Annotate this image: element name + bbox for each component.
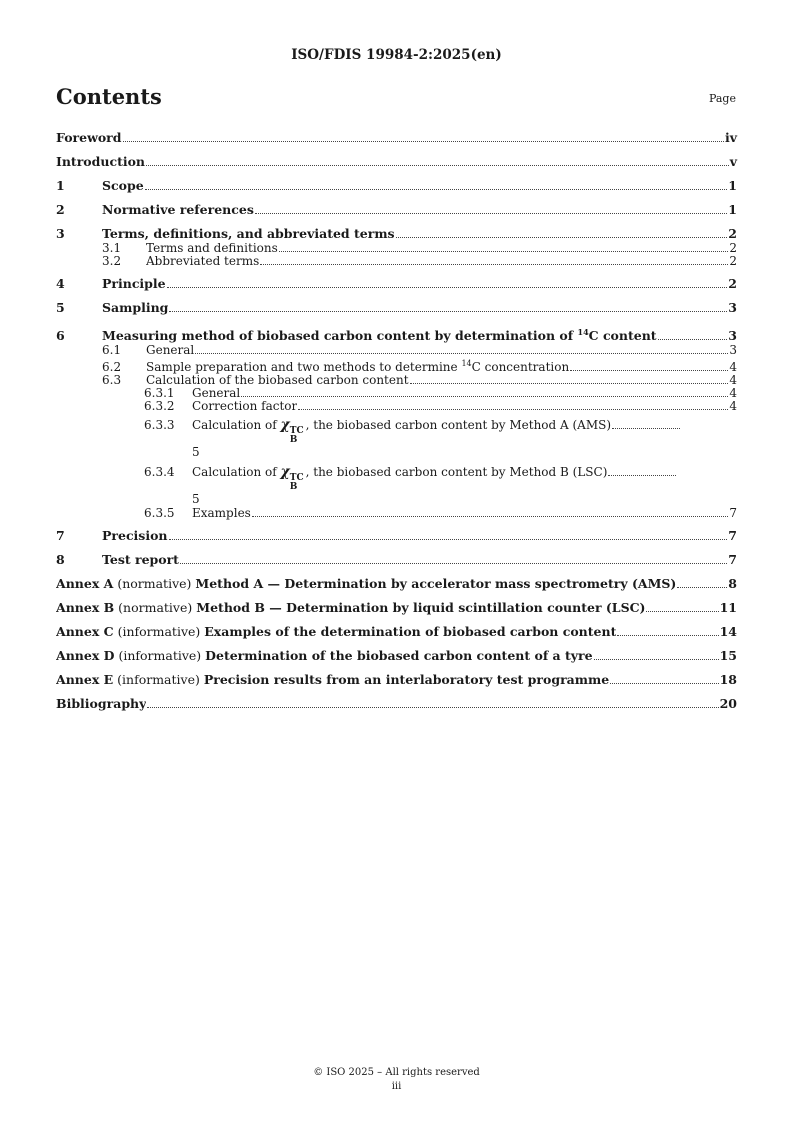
toc-page: 3 <box>728 328 737 343</box>
toc-page: 2 <box>728 276 737 291</box>
toc-entry-test-report[interactable] <box>56 552 737 568</box>
toc-entry-annex-b[interactable] <box>56 600 737 616</box>
toc-page: 7 <box>729 506 737 520</box>
toc-number: 6.3.3 <box>144 418 175 432</box>
toc-number: 5 <box>56 300 65 315</box>
toc-leader <box>147 706 718 708</box>
toc-entry-bibliography[interactable] <box>56 696 737 712</box>
toc-entry-scope[interactable] <box>56 178 737 194</box>
toc-entry-principle[interactable] <box>56 276 737 292</box>
toc-leader <box>396 236 728 238</box>
toc-title: Terms, definitions, and abbreviated terms <box>102 226 395 241</box>
toc-title: Annex E (informative) Precision results from an interlaboratory test programme <box>56 672 610 687</box>
toc-page: 3 <box>729 343 737 357</box>
toc-number: 6.3.5 <box>144 506 175 520</box>
toc-entry-calculation-method-a[interactable] <box>144 417 737 445</box>
table-of-contents <box>56 130 737 712</box>
toc-page: 2 <box>729 254 737 268</box>
toc-page: 11 <box>719 600 737 615</box>
toc-title: Measuring method of biobased carbon content by determination of $^{14}$C content <box>102 327 657 343</box>
toc-title: Abbreviated terms <box>146 255 260 268</box>
toc-entry-abbreviated-terms[interactable] <box>56 255 737 268</box>
toc-page: 4 <box>729 399 737 413</box>
toc-title: Examples <box>192 507 251 520</box>
toc-page: 8 <box>728 576 737 591</box>
toc-number: 3 <box>56 226 65 241</box>
toc-entry-terms-definitions[interactable] <box>56 242 737 255</box>
toc-page: 3 <box>728 300 737 315</box>
toc-entry-annex-d[interactable] <box>56 648 737 664</box>
toc-leader <box>279 250 729 252</box>
toc-title: Precision <box>102 528 168 543</box>
toc-entry-general[interactable] <box>56 344 737 357</box>
toc-entry-introduction[interactable] <box>56 154 737 170</box>
toc-title: Correction factor <box>192 400 298 413</box>
toc-entry-terms[interactable] <box>56 226 737 242</box>
toc-title: Normative references <box>102 202 254 217</box>
toc-title: Sample preparation and two methods to determine $^{14}$C concentration <box>146 359 570 374</box>
toc-number: 6.3.4 <box>144 465 175 479</box>
toc-leader <box>410 382 729 384</box>
toc-leader <box>146 164 729 166</box>
toc-number: 6.2 <box>102 360 122 374</box>
toc-title: General <box>146 344 195 357</box>
toc-leader <box>255 212 727 214</box>
toc-entry-measuring-method[interactable] <box>56 324 737 344</box>
chi-symbol: χ <box>280 417 290 433</box>
toc-leader <box>169 310 727 312</box>
toc-page: 5 <box>192 492 200 506</box>
toc-page: 4 <box>729 373 737 387</box>
toc-page: iv <box>724 130 737 145</box>
toc-entry-precision[interactable] <box>56 528 737 544</box>
toc-title: Annex B (normative) Method B — Determination by liquid scintillation counter (LSC) <box>56 600 646 615</box>
toc-leader <box>123 140 724 142</box>
toc-entry-correction-factor[interactable] <box>56 400 737 413</box>
toc-leader <box>608 474 676 476</box>
toc-leader <box>646 610 718 612</box>
page-number: iii <box>391 1081 402 1092</box>
copyright-notice: © ISO 2025 – All rights reserved <box>313 1067 480 1078</box>
toc-number: 3.1 <box>102 241 122 255</box>
toc-page: 15 <box>719 648 737 663</box>
toc-leader <box>594 658 719 660</box>
toc-number: 6.3 <box>102 373 122 387</box>
toc-leader <box>610 682 718 684</box>
toc-title: Annex D (informative) Determination of the biobased carbon content of a tyre <box>56 648 593 663</box>
toc-entry-sampling[interactable] <box>56 300 737 316</box>
toc-page: 14 <box>719 624 737 639</box>
toc-leader <box>252 515 729 517</box>
toc-leader <box>677 586 727 588</box>
toc-page: 2 <box>729 241 737 255</box>
toc-title: Introduction <box>56 154 146 169</box>
toc-page: 7 <box>728 528 737 543</box>
toc-entry-examples[interactable] <box>56 507 737 520</box>
toc-leader <box>298 408 728 410</box>
toc-entry-annex-e[interactable] <box>56 672 737 688</box>
toc-title: Sampling <box>102 300 169 315</box>
toc-title: Calculation of the biobased carbon content <box>146 374 409 387</box>
toc-title: Annex A (normative) Method A — Determination by accelerator mass spectrometry (AMS) <box>56 576 677 591</box>
toc-page: 7 <box>728 552 737 567</box>
toc-page: 1 <box>728 178 737 193</box>
toc-title: Scope <box>102 178 144 193</box>
contents-heading: Contents <box>56 84 162 109</box>
toc-title: Test report <box>102 552 179 567</box>
toc-leader <box>169 538 728 540</box>
toc-title: Annex C (informative) Examples of the determination of biobased carbon content <box>56 624 617 639</box>
document-id-header: ISO/FDIS 19984-2:2025(en) <box>291 47 502 63</box>
toc-page: 18 <box>719 672 737 687</box>
toc-number: 4 <box>56 276 65 291</box>
toc-leader <box>658 338 728 340</box>
toc-title: Terms and definitions <box>146 242 278 255</box>
toc-entry-sample-preparation[interactable] <box>56 357 737 374</box>
toc-number: 6 <box>56 328 65 343</box>
toc-leader <box>195 352 728 354</box>
toc-title: Bibliography <box>56 696 147 711</box>
toc-page: 5 <box>192 445 200 459</box>
toc-leader <box>260 263 728 265</box>
toc-page: 4 <box>729 360 737 374</box>
page-column-label: Page <box>708 92 736 105</box>
toc-page: 1 <box>728 202 737 217</box>
toc-number: 6.3.1 <box>144 386 175 400</box>
toc-number: 2 <box>56 202 65 217</box>
toc-title: Foreword <box>56 130 122 145</box>
toc-number: 8 <box>56 552 65 567</box>
toc-number: 7 <box>56 528 65 543</box>
toc-number: 3.2 <box>102 254 122 268</box>
toc-number: 1 <box>56 178 65 193</box>
toc-leader <box>180 562 727 564</box>
toc-title: Calculation of χ TC B , the biobased carbon content by Method A (AMS) <box>192 417 612 445</box>
toc-entry-calculation-method-b[interactable] <box>144 464 737 492</box>
toc-page: v <box>729 154 737 169</box>
toc-leader <box>145 188 728 190</box>
toc-entry-normative-references[interactable] <box>56 202 737 218</box>
toc-title: General <box>192 387 241 400</box>
toc-entry-annex-c[interactable] <box>56 624 737 640</box>
toc-leader <box>612 427 680 429</box>
toc-number: 6.3.2 <box>144 399 175 413</box>
toc-leader <box>617 634 718 636</box>
page-footer <box>0 1066 793 1094</box>
toc-entry-foreword[interactable] <box>56 130 737 146</box>
toc-number: 6.1 <box>102 343 122 357</box>
toc-leader <box>241 395 728 397</box>
toc-page: 20 <box>719 696 737 711</box>
toc-leader <box>570 369 728 371</box>
toc-entry-annex-a[interactable] <box>56 576 737 592</box>
toc-page: 4 <box>729 386 737 400</box>
toc-leader <box>167 286 728 288</box>
toc-page: 2 <box>728 226 737 241</box>
chi-symbol: χ <box>280 464 290 480</box>
toc-title: Principle <box>102 276 166 291</box>
toc-title: Calculation of χ TC B , the biobased carbon content by Method B (LSC) <box>192 464 608 492</box>
